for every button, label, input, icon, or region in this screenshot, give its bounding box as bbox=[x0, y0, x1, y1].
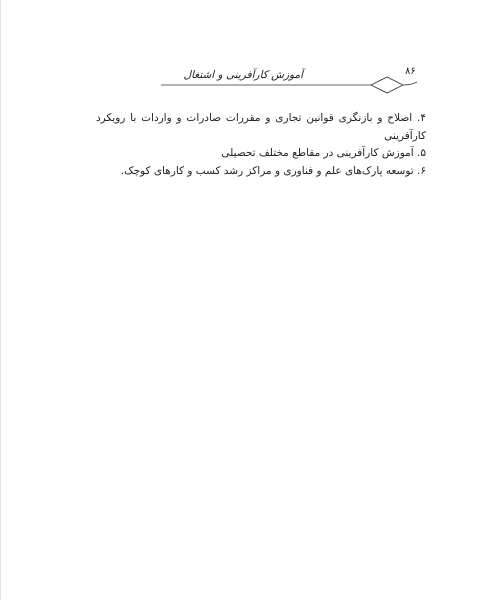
running-title: آموزش کارآفرینی و اشتغال bbox=[183, 69, 303, 81]
diamond-ornament-icon bbox=[371, 77, 403, 93]
page-header bbox=[151, 58, 431, 98]
body-text bbox=[96, 110, 426, 180]
list-item: ۶. توسعه پارک‌های علم و فناوری و مراکز رشد کسب و کارهای کوچک. bbox=[120, 164, 426, 177]
list-item: ۴. اصلاح و بازنگری قوانین تجاری و مقررات صادرات و واردات با رویکرد کارآفرینی bbox=[96, 112, 426, 142]
page-number: ۸۶ bbox=[405, 66, 416, 77]
list-item: ۵. آموزش کارآفرینی در مقاطع مختلف تحصیلی bbox=[221, 147, 426, 159]
